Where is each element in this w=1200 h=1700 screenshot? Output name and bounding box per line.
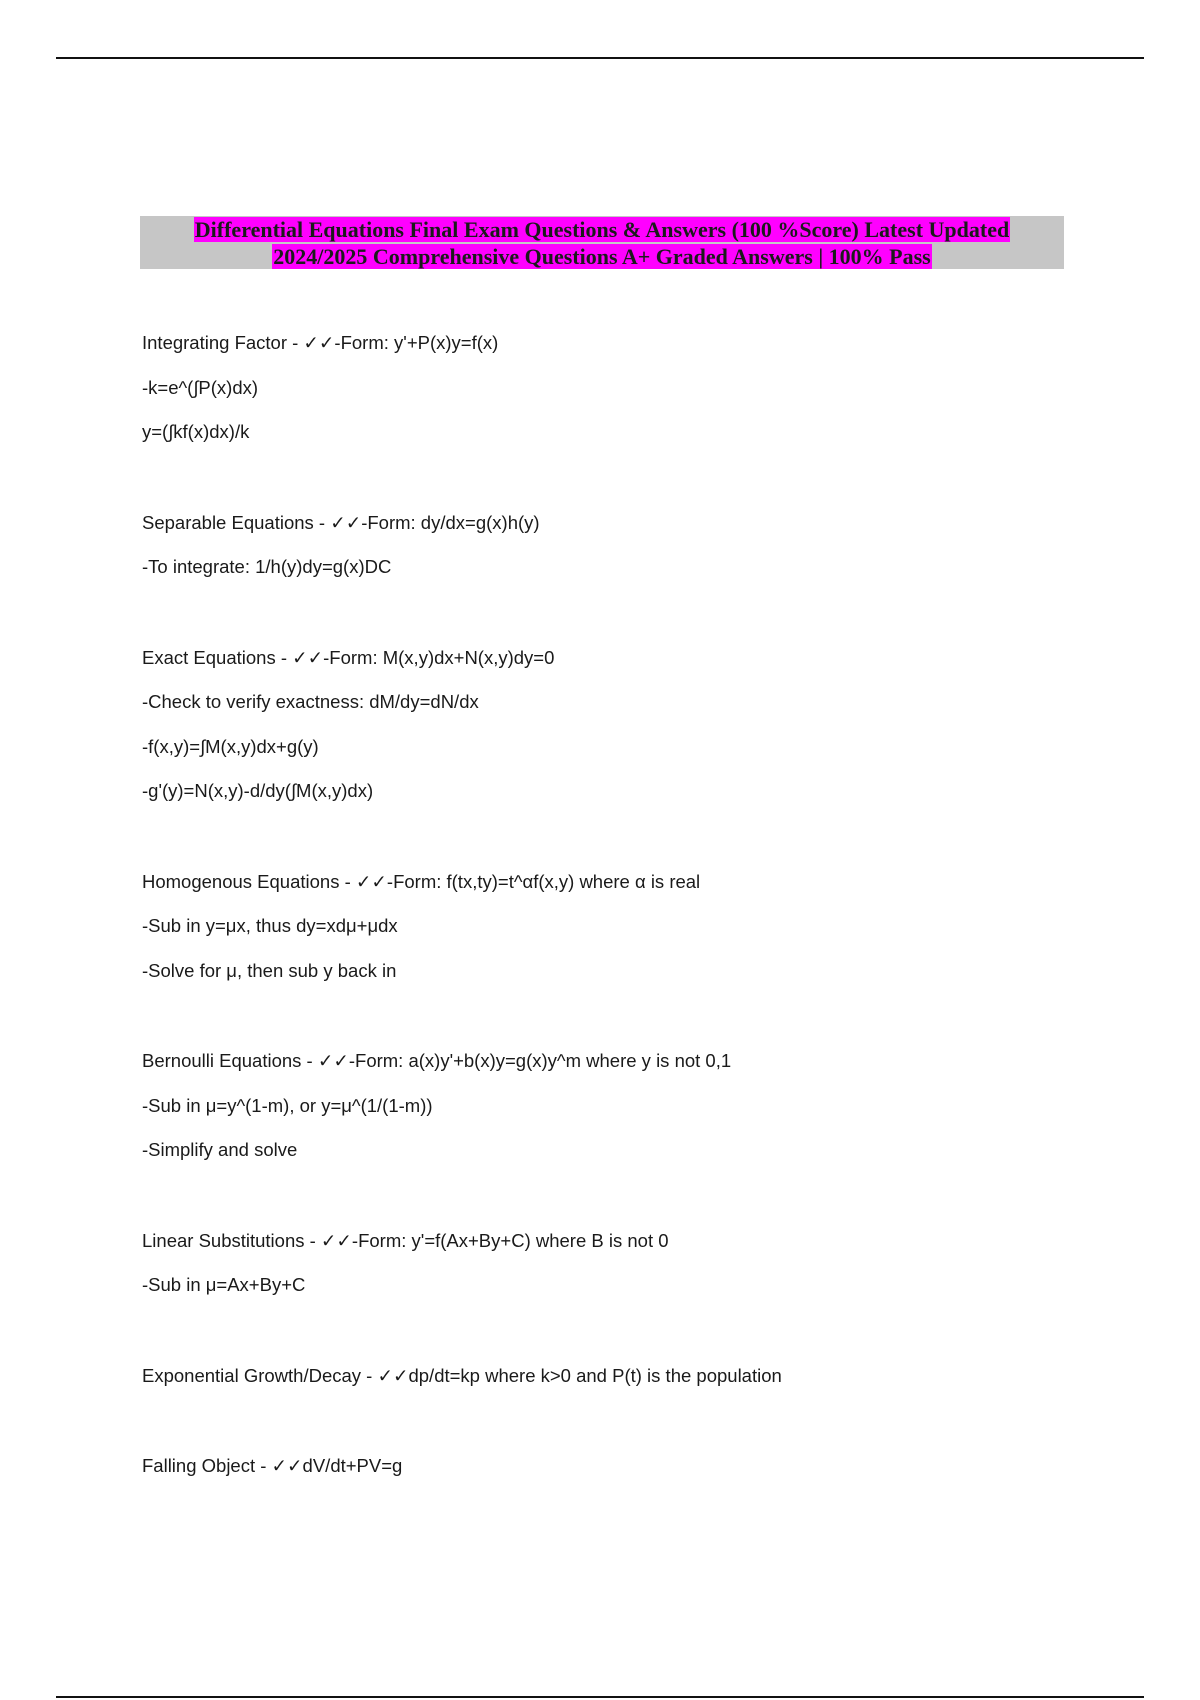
qa-entry — [142, 1453, 1122, 1479]
entry-detail-line: -f(x,y)=∫M(x,y)dx+g(y) — [142, 735, 319, 757]
document-title-line-2 — [272, 243, 931, 270]
entry-term-line: Bernoulli Equations - ✓✓-Form: a(x)y'+b(x)y=g(x)y^m where y is not 0,1 — [142, 1050, 732, 1071]
entry-detail-line: y=(∫kf(x)dx)/k — [142, 421, 250, 442]
top-rule — [56, 57, 1144, 59]
entry-detail-line: -Simplify and solve — [142, 1139, 298, 1160]
entry-spacer — [142, 599, 1122, 645]
entry-detail-line: -Sub in y=μx, thus dy=xdμ+μdx — [142, 915, 398, 936]
entry-spacer — [142, 464, 1122, 510]
qa-list — [142, 330, 1122, 1498]
entry-term-line: Integrating Factor - ✓✓-Form: y'+P(x)y=f(x) — [142, 332, 499, 353]
document-title-line-1 — [194, 216, 1010, 243]
entry-detail-line: -Solve for μ, then sub y back in — [142, 959, 397, 981]
entry-spacer — [142, 1317, 1122, 1363]
entry-spacer — [142, 1407, 1122, 1453]
bottom-rule — [56, 1696, 1144, 1698]
entry-term-line: Separable Equations - ✓✓-Form: dy/dx=g(x)h(y) — [142, 511, 540, 533]
entry-detail-line: -g'(y)=N(x,y)-d/dy(∫M(x,y)dx) — [142, 780, 374, 801]
qa-entry — [142, 1363, 1122, 1389]
entry-spacer — [142, 1002, 1122, 1048]
qa-entry — [142, 1228, 1122, 1299]
entry-spacer — [142, 1182, 1122, 1228]
entry-term-line: Exponential Growth/Decay - ✓✓dp/dt=kp where k>0 and P(t) is the population — [142, 1364, 782, 1386]
entry-detail-line: -Sub in μ=y^(1-m), or y=μ^(1/(1-m)) — [142, 1094, 433, 1116]
qa-entry — [142, 869, 1122, 984]
qa-entry — [142, 645, 1122, 805]
entry-detail-line: -k=e^(∫P(x)dx) — [142, 376, 259, 398]
entry-detail-line: -Sub in μ=Ax+By+C — [142, 1274, 306, 1295]
entry-spacer — [142, 823, 1122, 869]
qa-entry — [142, 1048, 1122, 1163]
entry-term-line: Falling Object - ✓✓dV/dt+PV=g — [142, 1455, 403, 1476]
document-title-banner — [140, 216, 1064, 269]
entry-detail-line: -Check to verify exactness: dM/dy=dN/dx — [142, 691, 479, 712]
qa-entry — [142, 510, 1122, 581]
entry-term-line: Exact Equations - ✓✓-Form: M(x,y)dx+N(x,y)dy=0 — [142, 646, 555, 668]
entry-term-line: Homogenous Equations - ✓✓-Form: f(tx,ty)=t^αf(x,y) where α is real — [142, 870, 701, 892]
title-highlight: 2024/2025 Comprehensive Questions A+ Graded Answers | 100% Pass — [273, 243, 931, 269]
entry-detail-line: -To integrate: 1/h(y)dy=g(x)DC — [142, 556, 392, 577]
title-highlight: Differential Equations Final Exam Questions & Answers (100 %Score) Latest Updated — [194, 216, 1010, 242]
entry-term-line: Linear Substitutions - ✓✓-Form: y'=f(Ax+By+C) where B is not 0 — [142, 1229, 669, 1251]
qa-entry — [142, 330, 1122, 445]
